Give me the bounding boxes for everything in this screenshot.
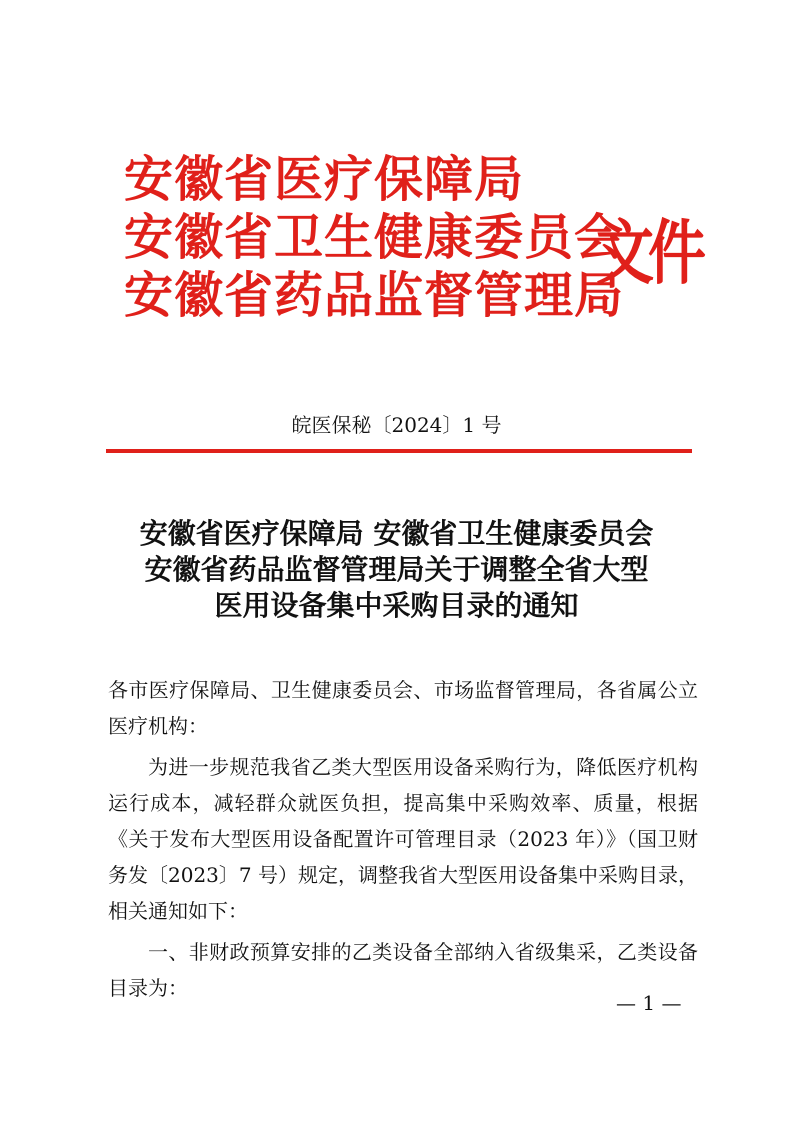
issuer-name: 安徽省药品监督管理局: [124, 266, 625, 324]
document-title: [0, 516, 793, 624]
document-type-label: 文件: [596, 212, 701, 294]
page-number: — 1 —: [616, 991, 682, 1015]
body-paragraph: 一、非财政预算安排的乙类设备全部纳入省级集采，乙类设备目录为：: [108, 940, 698, 1000]
issuer-name: 安徽省医疗保障局: [124, 150, 525, 208]
salutation: 各市医疗保障局、卫生健康委员会、市场监督管理局，各省属公立医疗机构：: [108, 678, 698, 738]
document-number: 皖医保秘〔2024〕1 号: [291, 413, 502, 437]
issuer-name: 安徽省卫生健康委员会: [124, 208, 625, 266]
body-paragraph: 为进一步规范我省乙类大型医用设备采购行为，降低医疗机构运行成本，减轻群众就医负担，提高集中采购效率、质量，根据《关于发布大型医用设备配置许可管理目录（2023 年）》（国卫财务发〔2023〕7 号）规定，调整我省大型医用设备集中采购目录，相关通知如下：: [108, 755, 698, 923]
document-body: [108, 672, 698, 1011]
title-line: 医用设备集中采购目录的通知: [214, 589, 579, 622]
title-line: 安徽省医疗保障局 安徽省卫生健康委员会: [139, 517, 654, 550]
title-line: 安徽省药品监督管理局关于调整全省大型: [144, 553, 649, 586]
header-divider: [106, 449, 692, 453]
issuer-block: [124, 150, 625, 324]
